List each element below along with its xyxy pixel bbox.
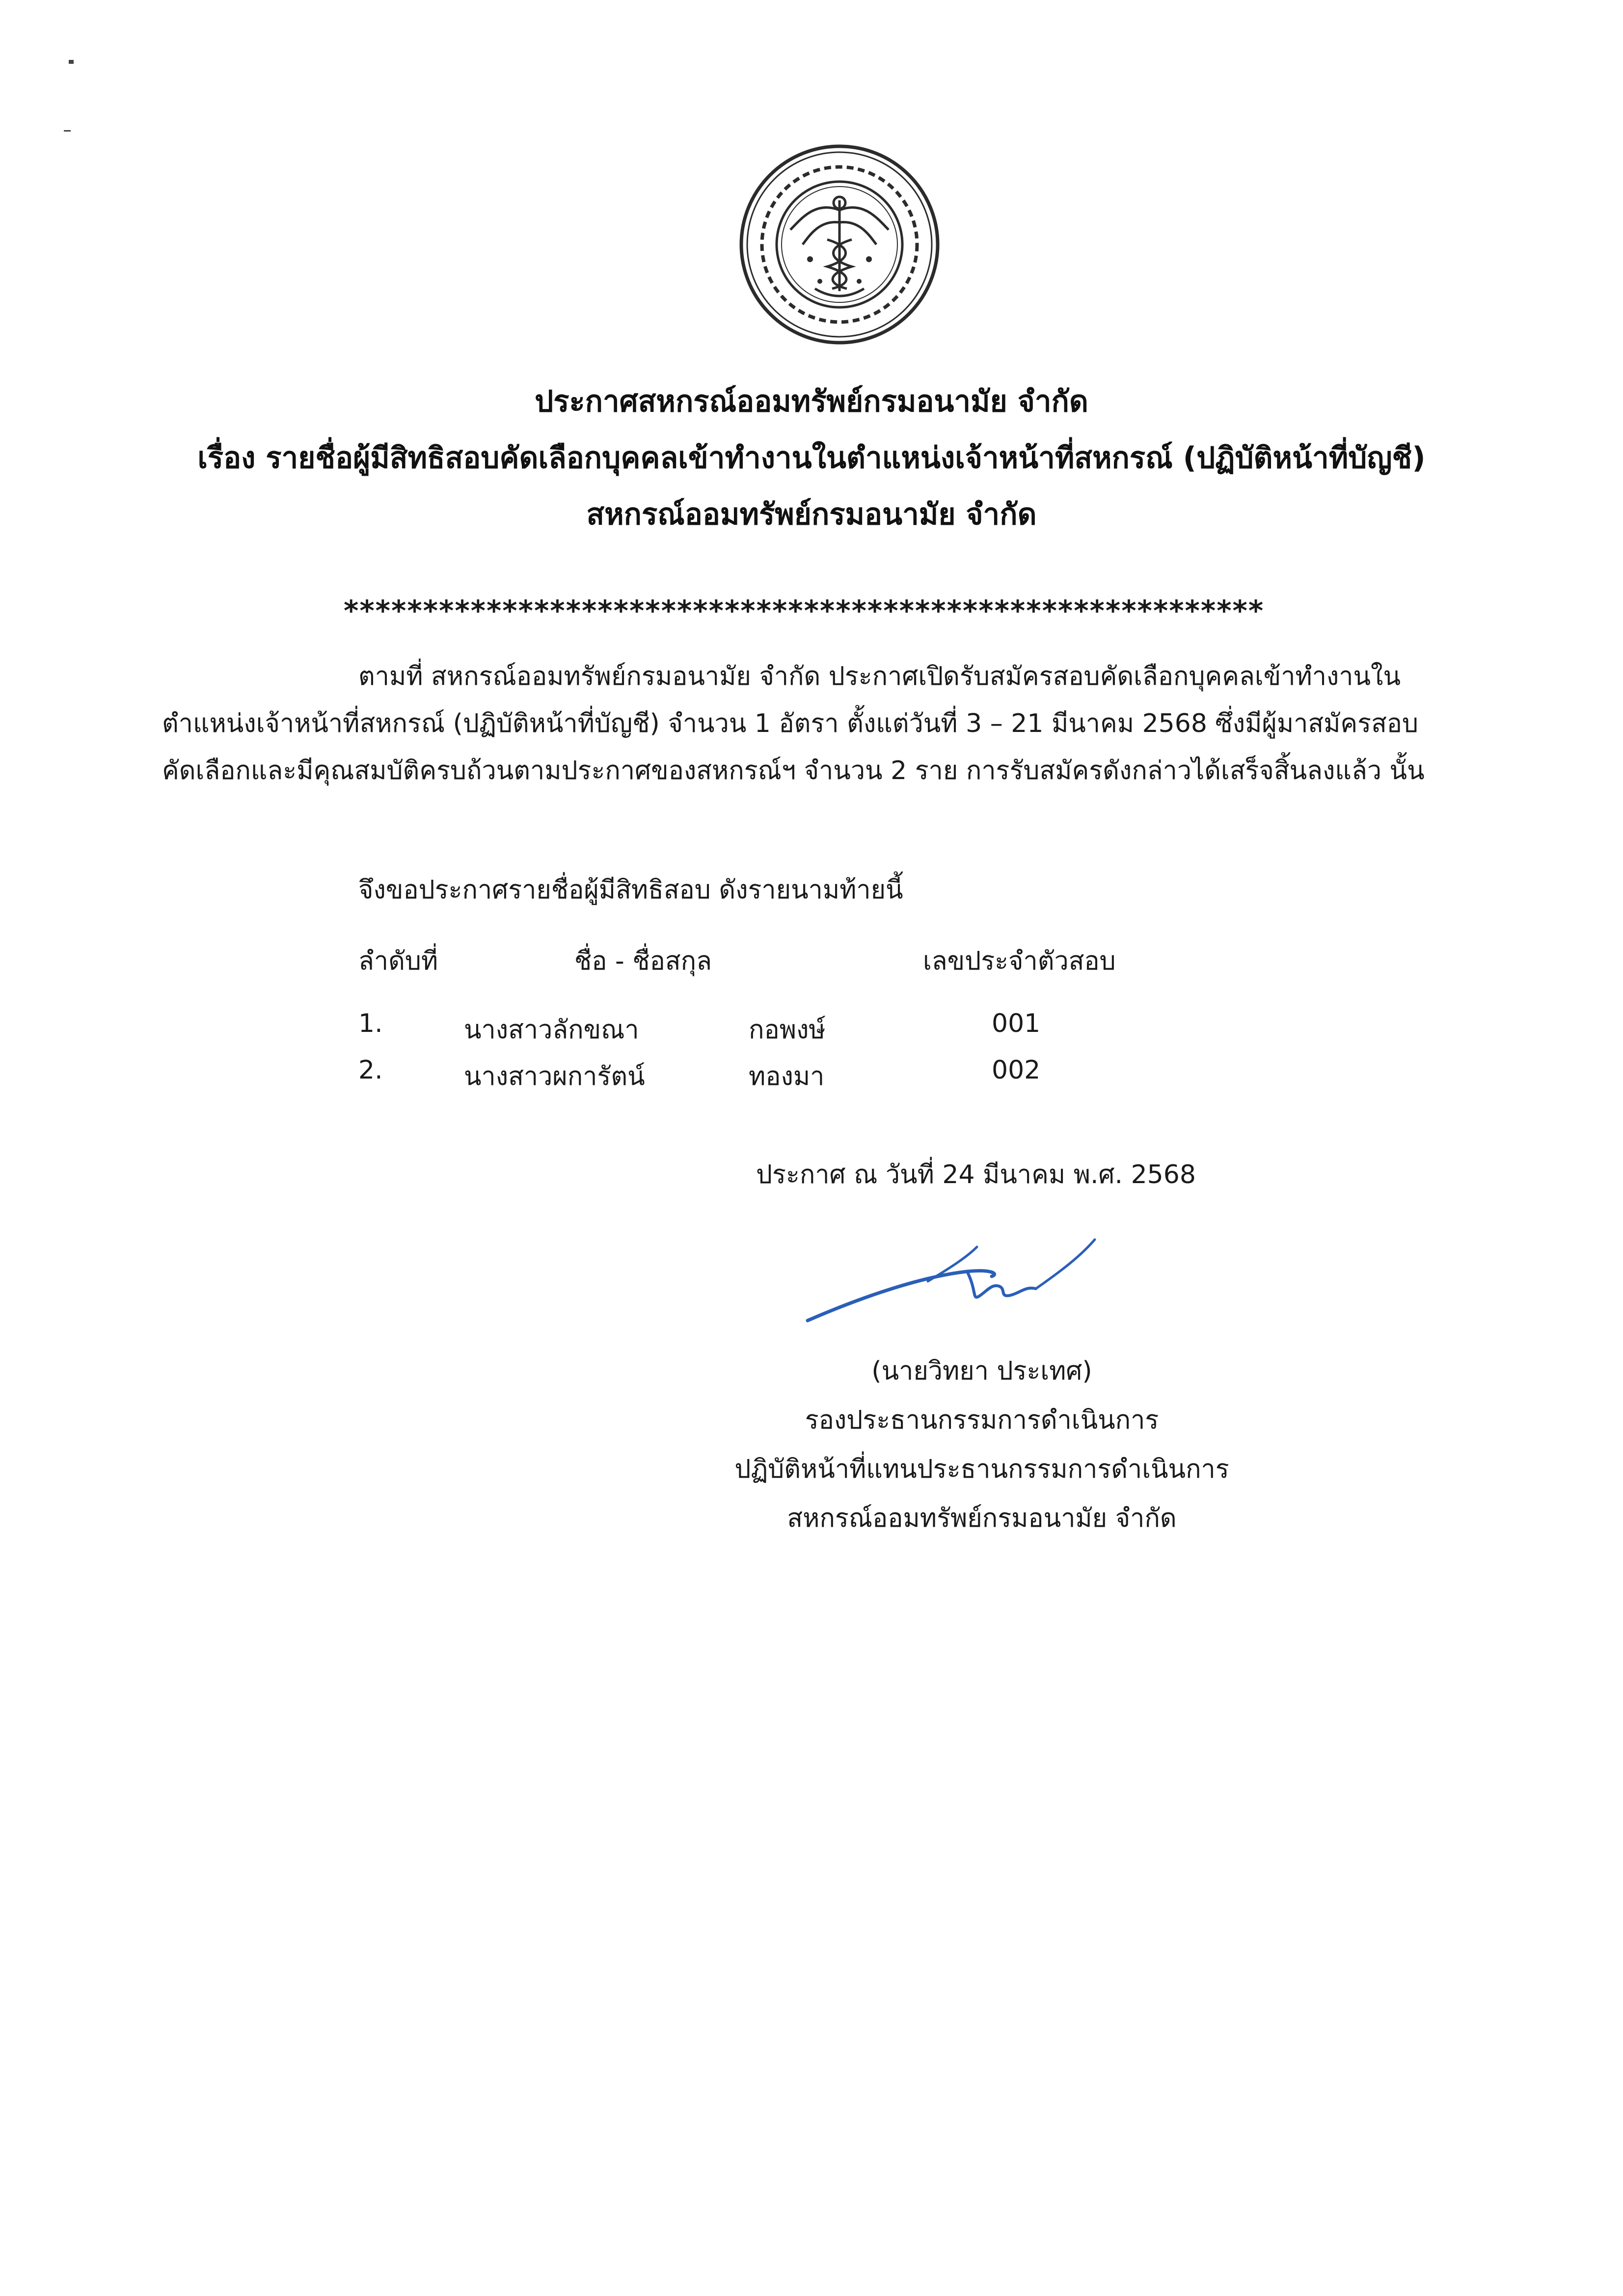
cooperative-seal-icon	[736, 141, 943, 348]
title-line-1: ประกาศสหกรณ์ออมทรัพย์กรมอนามัย จำกัด	[535, 384, 1088, 419]
header-order: ลำดับที่	[358, 946, 438, 976]
body-paragraph	[162, 653, 1448, 794]
row-first-name: นางสาวลักขณา	[464, 1015, 639, 1045]
header-name: ชื่อ - ชื่อสกุล	[574, 946, 712, 976]
title-line-2: เรื่อง รายชื่อผู้มีสิทธิสอบคัดเลือกบุคคลเข้าทำงานในตำแหน่งเจ้าหน้าที่สหกรณ์ (ปฏิบัติหน้าที่บัญชี)	[197, 441, 1426, 475]
scan-speck	[69, 60, 74, 64]
row-exam-id: 001	[992, 1009, 1041, 1038]
signer-position-1: รองประธานกรรมการดำเนินการ	[805, 1405, 1159, 1435]
row-last-name: ทองมา	[749, 1062, 825, 1091]
signature-icon	[805, 1237, 1100, 1330]
signer-position-2: ปฏิบัติหน้าที่แทนประธานกรรมการดำเนินการ	[734, 1455, 1229, 1484]
announce-date: ประกาศ ณ วันที่ 24 มีนาคม พ.ศ. 2568	[756, 1160, 1196, 1189]
row-first-name: นางสาวผการัตน์	[464, 1062, 645, 1091]
row-last-name: กอพงษ์	[749, 1015, 826, 1045]
list-lead-text: จึงขอประกาศรายชื่อผู้มีสิทธิสอบ ดังรายนามท้ายนี้	[358, 875, 903, 905]
title-line-3: สหกรณ์ออมทรัพย์กรมอนามัย จำกัด	[586, 497, 1037, 532]
signer-name: (นายวิทยา ประเทศ)	[871, 1356, 1092, 1386]
body-paragraph-text: ตามที่ สหกรณ์ออมทรัพย์กรมอนามัย จำกัด ประกาศเปิดรับสมัครสอบคัดเลือกบุคคลเข้าทำงานในตำแหน่งเจ้าหน้าที่สหกรณ์ (ปฏิบัติหน้าที่บัญชี) จำนวน 1 อัตรา ตั้งแต่วันที่ 3 – 21 มีนาคม 2568 ซึ่งมีผู้มาสมัครสอบคัดเลือกและมีคุณสมบัติครบถ้วนตามประกาศของสหกรณ์ฯ จำนวน 2 ราย การรับสมัครดังกล่าวได้เสร็จสิ้นลงแล้ว นั้น	[162, 662, 1425, 785]
header-exam-id: เลขประจำตัวสอบ	[923, 946, 1116, 976]
signer-organization: สหกรณ์ออมทรัพย์กรมอนามัย จำกัด	[787, 1504, 1177, 1533]
separator: **********************************************************	[344, 594, 1265, 627]
scan-speck	[64, 130, 71, 132]
row-order: 2.	[358, 1055, 383, 1085]
row-exam-id: 002	[992, 1055, 1041, 1085]
row-order: 1.	[358, 1009, 383, 1038]
